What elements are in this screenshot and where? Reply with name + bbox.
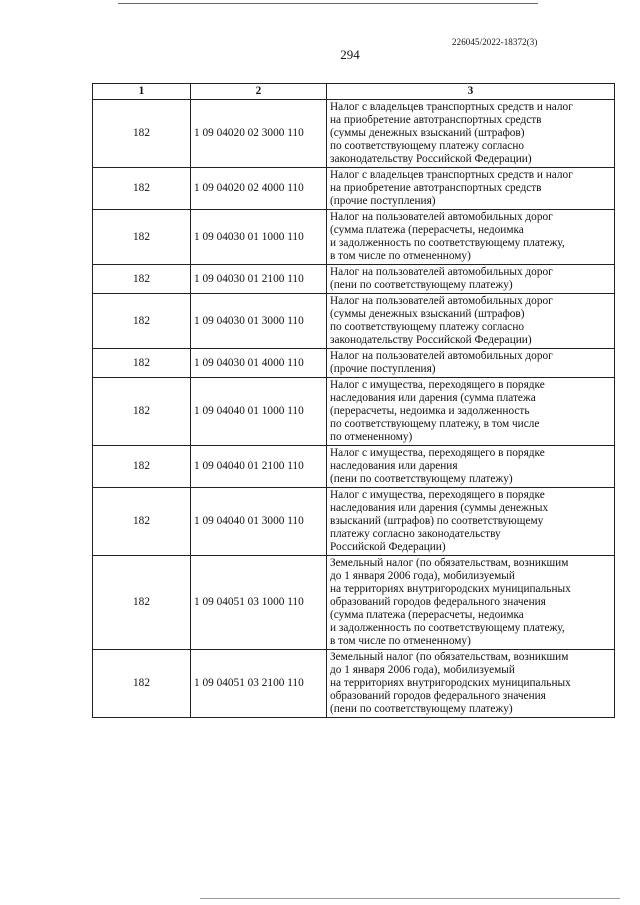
admin-code-cell: 182 — [93, 168, 191, 210]
column-header-2: 2 — [191, 84, 327, 100]
document-id: 226045/2022-18372(3) — [452, 37, 538, 47]
admin-code-cell: 182 — [93, 210, 191, 265]
description-cell: Налог на пользователей автомобильных дорог (пени по соответствующему платежу) — [327, 265, 615, 294]
table-header — [93, 84, 615, 100]
description-cell: Налог на пользователей автомобильных дорог (сумма платежа (перерасчеты, недоимка и задолженность по соответствующему платежу, в том числе по отмененному) — [327, 210, 615, 265]
column-header-1: 1 — [93, 84, 191, 100]
description-cell: Налог на пользователей автомобильных дорог (суммы денежных взысканий (штрафов) по соответствующему платежу согласно законодательству Российской Федерации) — [327, 294, 615, 349]
description-cell: Налог на пользователей автомобильных дорог (прочие поступления) — [327, 349, 615, 378]
budget-code-cell: 1 09 04020 02 3000 110 — [191, 100, 327, 168]
header-row — [93, 84, 615, 100]
budget-code-cell: 1 09 04051 03 2100 110 — [191, 650, 327, 718]
bottom-border-line — [200, 898, 620, 899]
budget-code-cell: 1 09 04030 01 3000 110 — [191, 294, 327, 349]
admin-code-cell: 182 — [93, 650, 191, 718]
description-cell: Налог с имущества, переходящего в порядке наследования или дарения (сумма платежа (перерасчеты, недоимка и задолженность по соответствующему платежу, в том числе по отмененному) — [327, 378, 615, 446]
table-row — [93, 378, 615, 446]
column-header-3: 3 — [327, 84, 615, 100]
table-row — [93, 168, 615, 210]
admin-code-cell: 182 — [93, 100, 191, 168]
description-cell: Налог с владельцев транспортных средств и налог на приобретение автотранспортных средств (суммы денежных взысканий (штрафов) по соответствующему платежу согласно законодательству Российской Федерации) — [327, 100, 615, 168]
table-row — [93, 650, 615, 718]
top-border-line — [118, 3, 538, 4]
budget-code-cell: 1 09 04030 01 1000 110 — [191, 210, 327, 265]
admin-code-cell: 182 — [93, 349, 191, 378]
budget-code-cell: 1 09 04040 01 2100 110 — [191, 446, 327, 488]
table-row — [93, 265, 615, 294]
table-row — [93, 349, 615, 378]
description-cell: Налог с имущества, переходящего в порядке наследования или дарения (пени по соответствующему платежу) — [327, 446, 615, 488]
page-number: 294 — [340, 47, 360, 62]
budget-code-cell: 1 09 04020 02 4000 110 — [191, 168, 327, 210]
admin-code-cell: 182 — [93, 378, 191, 446]
table-body — [93, 100, 615, 718]
budget-code-cell: 1 09 04030 01 2100 110 — [191, 265, 327, 294]
admin-code-cell: 182 — [93, 294, 191, 349]
budget-code-cell: 1 09 04051 03 1000 110 — [191, 556, 327, 650]
budget-codes-table — [92, 83, 615, 718]
table-row — [93, 556, 615, 650]
table-row — [93, 210, 615, 265]
admin-code-cell: 182 — [93, 265, 191, 294]
budget-code-cell: 1 09 04040 01 1000 110 — [191, 378, 327, 446]
admin-code-cell: 182 — [93, 488, 191, 556]
admin-code-cell: 182 — [93, 556, 191, 650]
description-cell: Земельный налог (по обязательствам, возникшим до 1 января 2006 года), мобилизуемый на территориях внутригородских муниципальных образований городов федерального значения (сумма платежа (перерасчеты, недоимка и задолженность по соответствующему платежу, в том числе по отмененному) — [327, 556, 615, 650]
admin-code-cell: 182 — [93, 446, 191, 488]
description-cell: Налог с имущества, переходящего в порядке наследования или дарения (суммы денежных взысканий (штрафов) по соответствующему платежу согласно законодательству Российской Федерации) — [327, 488, 615, 556]
table-row — [93, 488, 615, 556]
table-row — [93, 100, 615, 168]
table-row — [93, 446, 615, 488]
budget-code-cell: 1 09 04040 01 3000 110 — [191, 488, 327, 556]
table-row — [93, 294, 615, 349]
description-cell: Земельный налог (по обязательствам, возникшим до 1 января 2006 года), мобилизуемый на территориях внутригородских муниципальных образований городов федерального значения (пени по соответствующему платежу) — [327, 650, 615, 718]
budget-code-cell: 1 09 04030 01 4000 110 — [191, 349, 327, 378]
description-cell: Налог с владельцев транспортных средств и налог на приобретение автотранспортных средств (прочие поступления) — [327, 168, 615, 210]
